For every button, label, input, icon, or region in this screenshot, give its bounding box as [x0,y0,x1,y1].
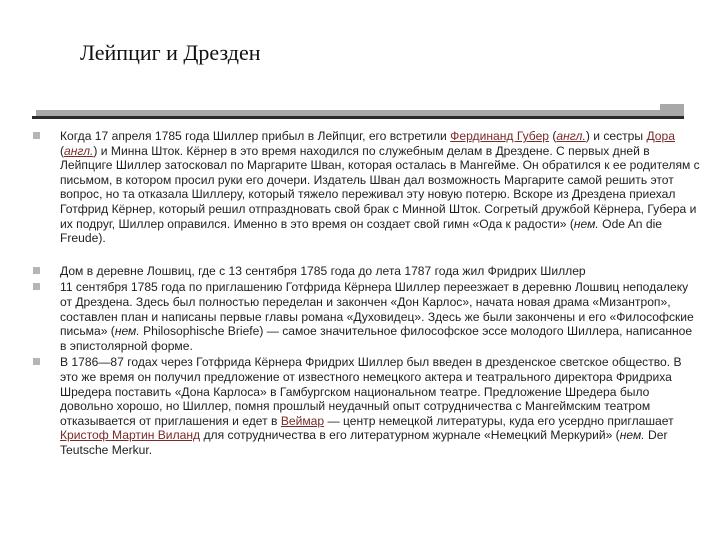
square-bullet-icon [33,283,40,290]
text-run: Der Teutsche Merkur. [60,428,668,457]
text-run: — центр немецкой литературы, куда его усердно приглашает [324,413,674,428]
wiki-link[interactable]: Дора [646,129,675,143]
text-run: В 1786—87 годах через Готфрида Кёрнера Фридрих Шиллер был введен в дрезденское светское общество. В это же время он получил предложение от известного немецкого актера и театрального директора Фридриха Шредера поставить «Дона Карлоса» в Гамбургском национальном театре. Предложение Шредера было довольно хорошо, но Шиллер, помня прошлый неудачный опыт сотрудничества с Мангеймским театром отказывается от приглашения и едет в [60,355,682,428]
wiki-link[interactable]: Веймар [280,413,325,428]
bullet-paragraph-2 [30,264,700,279]
bullet-paragraph-3 [30,280,700,353]
paragraph-text [60,280,694,352]
text-run: для сотрудничества в его литературном журнале «Немецкий Меркурий» ( [200,428,620,443]
text-run: Ode An die Freude). [60,216,662,246]
paragraph-text [60,355,682,457]
square-bullet-icon [33,132,40,139]
text-run: ) и сестры [585,129,647,143]
text-run: нем. [573,216,599,231]
bullet-paragraph-1 [30,129,700,246]
bullet-paragraph-4 [30,355,700,457]
text-run: ( [60,143,65,158]
title-underline [32,116,684,119]
slide-body [30,129,700,457]
text-run: нем. [619,428,645,443]
wiki-link[interactable]: Фердинанд Губер [450,129,550,143]
text-run: нем. [114,324,140,339]
paragraph-text [60,129,700,245]
text-run: 11 сентября 1785 года по приглашению Готфрида Кёрнера Шиллер переезжает в деревню Лошвиц неподалеку от Дрездена. Здесь был полностью переделан и закончен «Дон Карлос», начата новая драма «Мизантроп», составлен план и написаны первые главы романа «Духовидец». Здесь же были закончены и его «Философские письма» ( [60,280,694,339]
text-run: ) и Минна Шток. Кёрнер в это время находился по служебным делам в Дрездене. С первых дней в Лейпциге Шиллер затосковал по Маргарите Шван, которая осталась в Мангейме. Он обратился к ее родителям с письмом, в котором просил руки его дочери. Издатель Шван дал возможность Маргарите самой решить этот вопрос, но та отказала Шиллеру, который тяжело переживал эту новую потерю. Вскоре из Дрездена приехал Готфрид Кёрнер, который решил отпраздновать свой брак с Минной Шток. Согретый дружбой Кёрнера, Губера и их подруг, Шиллер оправился. Именно в это время он создает свой гимн «Ода к радости» ( [60,143,700,231]
square-bullet-icon [33,267,40,274]
paragraph-text [60,264,586,278]
wiki-link[interactable]: англ. [556,129,586,143]
slide-title: Лейпциг и Дрезден [80,40,261,65]
wiki-link[interactable]: англ. [64,143,94,158]
text-run: Philosophische Briefe) — самое значительное философское эссе молодого Шиллера, написанное в эпистолярной форме. [60,324,693,353]
square-bullet-icon [33,358,40,365]
text-run: Когда 17 апреля 1785 года Шиллер прибыл в Лейпциг, его встретили [60,129,451,143]
wiki-link[interactable]: Кристоф Мартин Виланд [60,428,201,443]
text-run: ( [549,129,557,143]
text-run: Дом в деревне Лошвиц, где с 13 сентября 1785 года до лета 1787 года жил Фридрих Шиллер [60,263,586,278]
